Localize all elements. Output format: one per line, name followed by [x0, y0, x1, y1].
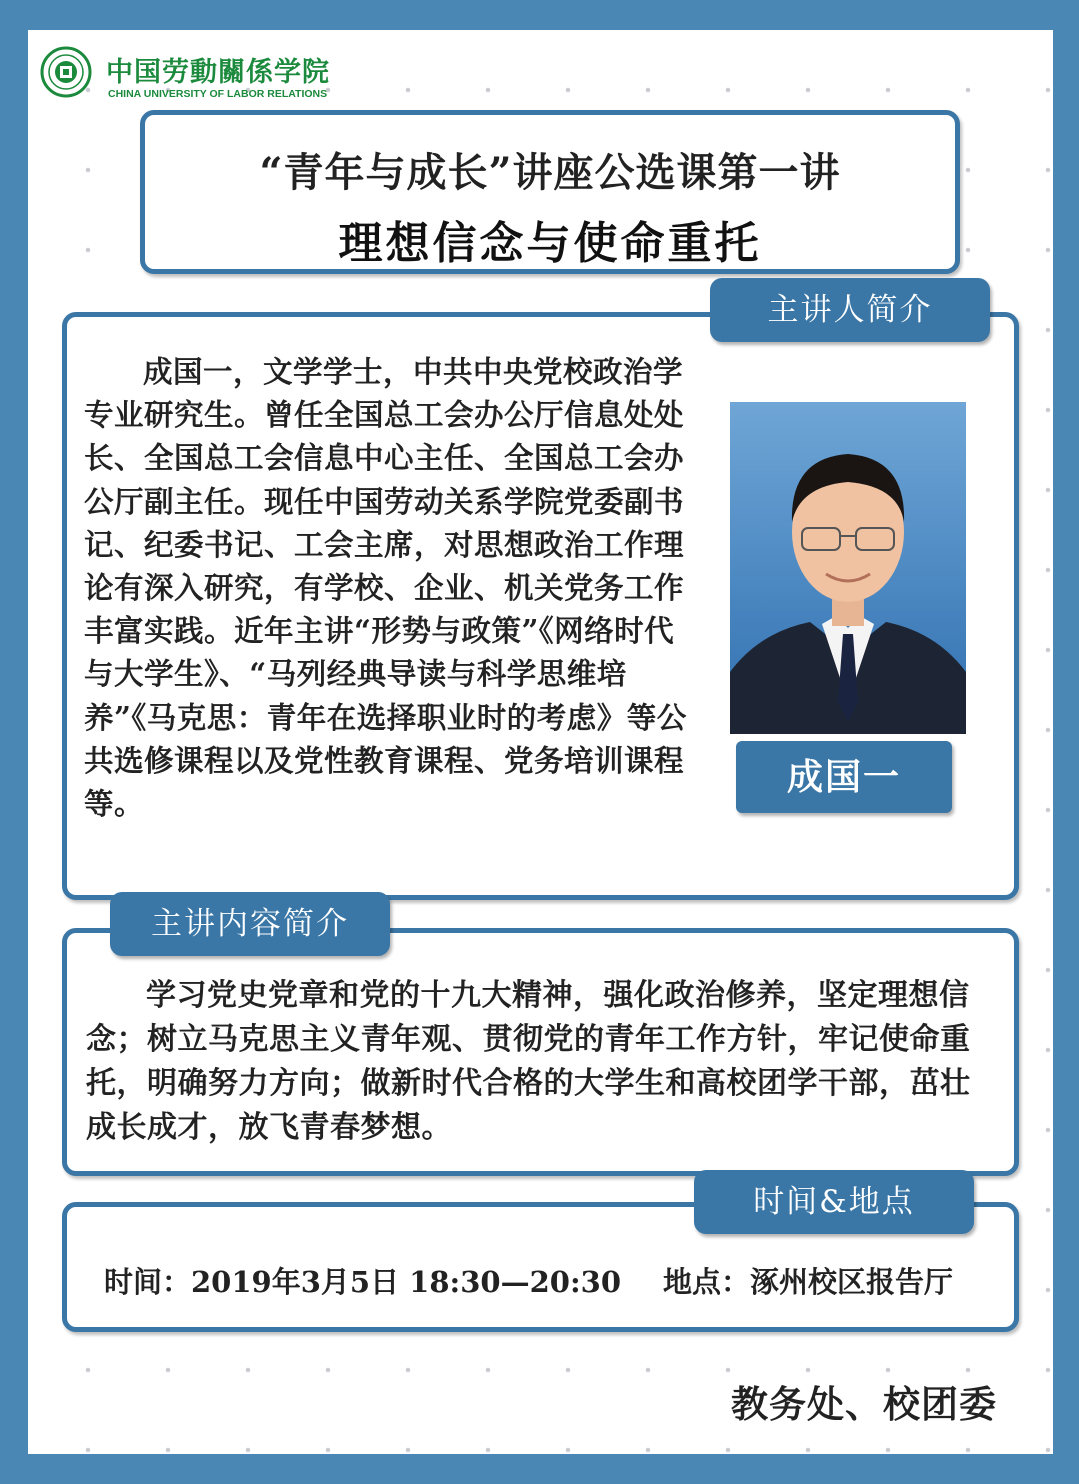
event-time: 时间：2019年3月5日 18:30—20:30	[104, 1265, 622, 1299]
lecture-series-title: “青年与成长”讲座公选课第一讲	[259, 149, 841, 196]
event-place: 地点：涿州校区报告厅	[663, 1265, 954, 1299]
speaker-bio: 成国一，文学学士，中共中央党校政治学专业研究生。曾任全国总工会办公厅信息处处长、全国总工会信息中心主任、全国总工会办公厅副主任。现任中国劳动关系学院党委副书记、纪委书记、工会主席，对思想政治工作理论有深入研究，有学校、企业、机关党务工作丰富实践。近年主讲“形势与政策”《网络时代与大学生》、“马列经典导读与科学思维培养”《马克思：青年在选择职业时的考虑》等公共选修课程以及党性教育课程、党务培训课程等。	[84, 354, 687, 822]
university-seal-icon	[40, 46, 92, 98]
organizer: 教务处、校团委	[731, 1382, 997, 1426]
speaker-portrait-image	[730, 402, 966, 734]
speaker-photo	[730, 402, 966, 734]
speaker-section-label: 主讲人简介	[710, 278, 990, 342]
content-summary: 学习党史党章和党的十九大精神，强化政治修养，坚定理想信念；树立马克思主义青年观、贯彻党的青年工作方针，牢记使命重托，明确努力方向；做新时代合格的大学生和高校团学干部，茁壮成长成才，放飞青春梦想。	[86, 978, 971, 1145]
university-name-en: CHINA UNIVERSITY OF LABOR RELATIONS	[108, 88, 328, 100]
content-section-label: 主讲内容简介	[110, 892, 390, 956]
speaker-name: 成国一	[736, 741, 952, 813]
title-box	[140, 110, 960, 274]
university-name-cn: 中国劳動關係学院	[106, 57, 330, 88]
schedule-section-label: 时间&地点	[694, 1170, 974, 1234]
poster	[28, 30, 1053, 1454]
lecture-topic-title: 理想信念与使命重托	[338, 218, 762, 269]
schedule-line	[104, 1260, 953, 1301]
